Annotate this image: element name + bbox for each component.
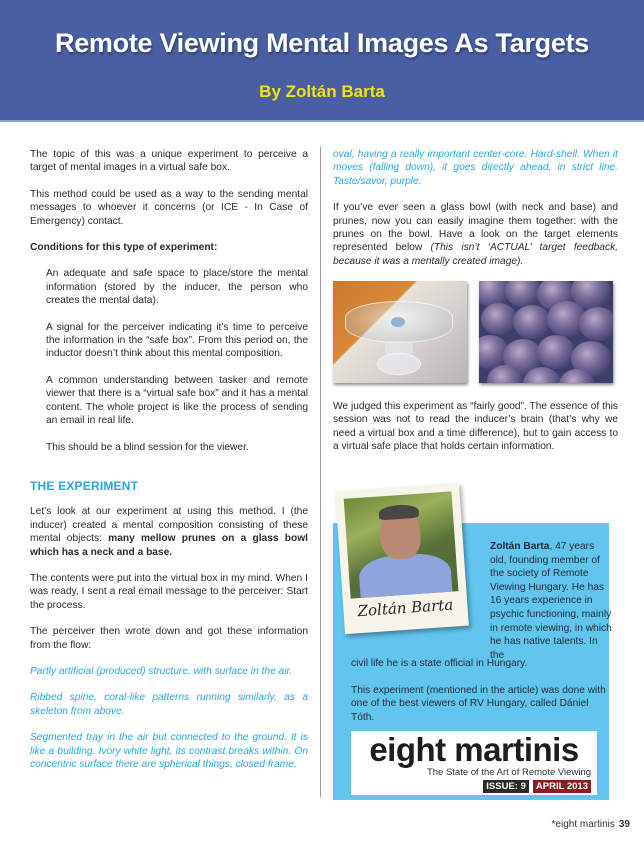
magazine-logo <box>351 731 597 795</box>
author-signature: Zoltán Barta <box>357 595 454 621</box>
author-polaroid <box>335 483 469 634</box>
author-photo <box>344 491 459 598</box>
experiment-paragraph-3: The perceiver then wrote down and got these information from the flow: <box>30 626 308 651</box>
right-paragraph-2: We judged this experiment as “fairly good”. The essence of this session was not to read the inducer’s brain (that’s why we need a virtual box and a time difference), but to gain access to a virtual safe place that holds certain information. <box>333 401 618 453</box>
bio-author-name: Zoltán Barta <box>490 541 550 552</box>
perceiver-note: Partly artificial (produced) structure, with surface in the air. <box>30 665 293 677</box>
perceiver-note-continued: oval, having a really important center-core. Hard-shell. When it moves (falling down), it goes directly ahead, in strict line. Taste/savor, purple. <box>333 149 618 187</box>
plum-shape <box>513 305 551 339</box>
magazine-tagline: The State of the Art of Remote Viewing <box>426 767 591 778</box>
experiment-text: Let’s look at our experiment at using this method. I (the inducer) created a mental composition consisting of these mental objects: <box>30 506 308 545</box>
page-number: 39 <box>618 819 630 830</box>
footer-publication: *eight martinis <box>551 819 615 830</box>
page-footer <box>552 819 630 830</box>
plum-shape <box>481 303 517 335</box>
article-byline: By Zoltán Barta <box>259 82 385 101</box>
target-photos <box>333 281 618 383</box>
condition-item: A signal for the perceiver indicating it’s time to perceive the information in the “safe box”. From this period on, the inductor doesn’t think about this mental composition. <box>46 321 308 360</box>
experiment-heading: THE EXPERIMENT <box>30 478 139 493</box>
right-column <box>333 148 618 281</box>
intro-paragraph-2: This method could be used as a way to the sending mental messages to whoever it concerns (or ICE - In Case of Emergency) contact. <box>30 188 308 227</box>
bio-continuation: civil life he is a state official in Hungary. <box>351 658 528 669</box>
issue-date-badge: APRIL 2013 <box>533 780 591 793</box>
column-divider <box>320 147 321 797</box>
glass-bowl-photo <box>333 281 467 383</box>
plum-shape <box>579 307 613 341</box>
right-paragraph-1 <box>333 201 618 268</box>
bowl-center-shape <box>391 317 405 327</box>
condition-item: A common understanding between tasker and remote viewer that there is a “virtual safe box” and it has a mental content. The whole project is like the process of sending an email in real life. <box>46 374 308 427</box>
prunes-photo <box>479 281 613 383</box>
conditions-heading: Conditions for this type of experiment: <box>30 242 218 254</box>
condition-item: This should be a blind session for the viewer. <box>46 441 249 453</box>
issue-badges <box>483 780 591 793</box>
plum-shape <box>505 281 541 307</box>
bowl-base-shape <box>377 353 421 375</box>
right-column-lower <box>333 400 618 467</box>
perceiver-note: Ribbed spine, coral-like patterns running similarly, as a skeleton from above. <box>30 692 308 717</box>
perceiver-note: Segmented tray in the air but connected to the ground. It is like a building. Ivory white light, its contrast breaks within. On concentric surface there are spherical things, closed frame, <box>30 732 308 770</box>
article-header <box>0 0 644 122</box>
bio-description: , 47 years old, founding member of the society of Remote Viewing Hungary. He has 16 years experience in psychic functioning, mainly in remote viewing, in which he has native talents. In the <box>490 541 612 661</box>
experiment-paragraph-2: The contents were put into the virtual box in my mind. When I was ready, I sent a real email message to the perceiver: Start the process. <box>30 572 308 611</box>
author-hair-shape <box>378 504 419 521</box>
magazine-logo-title: eight martinis <box>369 731 579 768</box>
condition-item: An adequate and safe space to place/store the mental information (stored by the inducer, the person who creates the mental data). <box>46 268 308 307</box>
issue-number-badge: ISSUE: 9 <box>483 780 529 793</box>
intro-paragraph-1: The topic of this was a unique experiment to perceive a target of mental images in a virtual safe box. <box>30 149 308 174</box>
experiment-target-description: many mellow prunes on a glass bowl which has a neck and a base. <box>30 533 308 558</box>
bio-text-top <box>490 540 612 662</box>
feedback-disclaimer: (This isn’t ‘ACTUAL’ target feedback, because it was a mentally created image). <box>333 242 618 267</box>
experiment-paragraph-1 <box>30 505 308 559</box>
plum-shape <box>537 335 575 369</box>
bio-text-bottom <box>351 657 606 737</box>
bio-experiment-note: This experiment (mentioned in the article) was done with one of the best viewers of RV Hungary, called Dániel Tóth. <box>351 684 606 723</box>
article-title: Remote Viewing Mental Images As Targets <box>55 28 589 58</box>
right-paragraph-1-text: If you’ve ever seen a glass bowl (with neck and base) and prunes, now you can easily imagine them together: with the prunes on the bowl. Have a look on the target elements represented below <box>333 202 618 254</box>
left-column <box>30 148 308 784</box>
